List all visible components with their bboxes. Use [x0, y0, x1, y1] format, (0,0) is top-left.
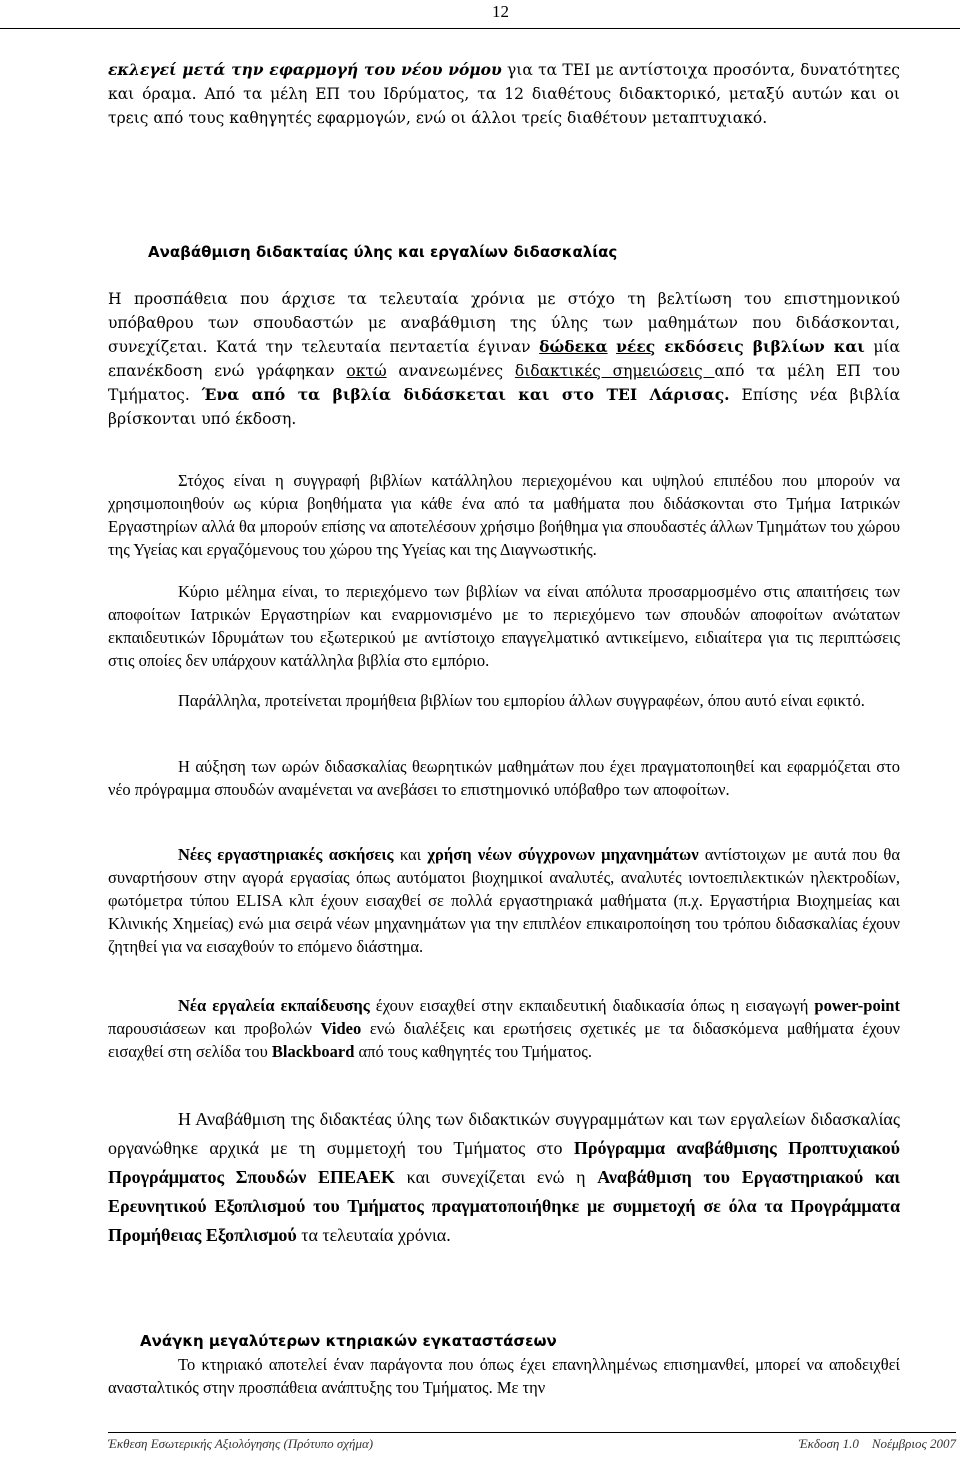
- paragraph-teaching-hours: Η αύξηση των ωρών διδασκαλίας θεωρητικών μαθημάτων που έχει πραγματοποιηθεί και εφαρμόζεται στο νέο πρόγραμμα σπουδών αναμένεται να ανεβάσει το επιστημονικό υπόβαθρο των αποφοίτων.: [108, 757, 900, 799]
- section-heading-building: Ανάγκη μεγαλύτερων κτηριακών εγκαταστάσεων: [140, 1332, 557, 1350]
- paragraph-new-tools: Νέα εργαλεία εκπαίδευσης έχουν εισαχθεί στην εκπαιδευτική διαδικασία όπως η εισαγωγή power-point παρουσιάσεων και προβολών Video ενώ διαλέξεις και ερωτήσεις σχετικές με τα διδασκόμενα μαθήματα έχουν εισαχθεί στη σελίδα του Blackboard από τους καθηγητές του Τμήματος.: [108, 996, 900, 1061]
- section-heading-materials: Αναβάθμιση διδακταίας ύλης και εργαλίων διδασκαλίας: [148, 243, 618, 261]
- footer-divider: [108, 1432, 956, 1433]
- paragraph-main-concern: Κύριο μέλημα είναι, το περιεχόμενο των βιβλίων να είναι απόλυτα προσαρμοσμένο στις απαιτήσεις των αποφοίτων Ιατρικών Εργαστηρίων και εναρμονισμένο με το περιεχόμενο των σπουδών αποφοίτων ανώτατων εκπαιδευτικών Ιδρυμάτων του εξωτερικού με αντίστοιχο επαγγελματικό αντικείμενο, ειδιαίτερα για τις περιπτώσεις στις οποίες δεν υπάρχουν κατάλληλα βιβλία στο εμπόριο.: [108, 582, 900, 670]
- footer-version-date: Έκδοση 1.0 Νοέμβριος 2007: [798, 1436, 956, 1451]
- page-number: 12: [492, 2, 509, 21]
- paragraph-faculty-qualifications: εκλεγεί μετά την εφαρμογή του νέου νόμου για τα ΤΕΙ με αντίστοιχα προσόντα, δυνατότητες και όραμα. Από τα μέλη ΕΠ του Ιδρύματος, τα 12 διαθέτους διδακτορικό, μεταξύ αυτών και οι τρεις από τους καθηγητές εφαρμογών, ενώ οι άλλοι τρείς διαθέτουν μεταπτυχιακό.: [108, 60, 900, 127]
- paragraph-upgrade-program: Η Αναβάθμιση της διδακτέας ύλης των διδακτικών συγγραμμάτων και των εργαλείων διδασκαλίας οργανώθηκε αρχικά με τη συμμετοχή του Τμήματος στο Πρόγραμμα αναβάθμισης Προπτυχιακού Προγράμματος Σπουδών ΕΠΕΑΕΚ και συνεχίζεται ενώ η Αναβάθμιση του Εργαστηριακού και Ερευνητικού Εξοπλισμού του Τμήματος πραγματοποιήθηκε με συμμετοχή σε όλα τα Προγράμματα Προμήθειας Εξοπλισμού τα τελευταία χρόνια.: [108, 1109, 901, 1245]
- paragraph-lab-exercises: Νέες εργαστηριακές ασκήσεις και χρήση νέων σύγχρονων μηχανημάτων αντίστοιχων με αυτά που θα συναρτήσουν στην αγορά εργασίας όπως αυτόματοι βιοχημικοί αναλυτές, αναλυτές ιοντοεπιλεκτικών ηλεκτροδίων, φωτόμετρα τύπου ELISA κλπ έχουν εισαχθεί σε πολλά εργαστηριακά μαθήματα (π.χ. Εργαστήρια Βιοχημείας και Κλινικής Χημείας) ενώ μια σειρά νέων μηχανημάτων για την επιπλέον επικαιροποίηση του τρόπου διδασκαλίας έχουν ζητηθεί για να εισαχθούν το επόμενο διάστημα.: [108, 845, 900, 956]
- paragraph-goal: Στόχος είναι η συγγραφή βιβλίων κατάλληλου περιεχομένου και υψηλού επιπέδου που μπορούν να χρησιμοποιηθούν ως κύρια βοηθήματα για κάθε ένα από τα μαθήματα που διδάσκονται στο Τμήμα Ιατρικών Εργαστηρίων αλλά θα μπορούν επίσης να αποτελέσουν χρήσιμο βοήθημα για σπουδαστές άλλων Τμημάτων του χώρου της Υγείας και εργαζόμενους του χώρου της Υγείας και της Διαγνωστικής.: [108, 471, 900, 559]
- header-divider: [0, 28, 960, 29]
- paragraph-parallel: Παράλληλα, προτείνεται προμήθεια βιβλίων του εμπορίου άλλων συγγραφέων, όπου αυτό είναι εφικτό.: [178, 691, 865, 710]
- footer-document-title: Έκθεση Εσωτερικής Αξιολόγησης (Πρότυπο σχήμα): [108, 1436, 374, 1451]
- paragraph-building: Το κτηριακό αποτελεί έναν παράγοντα που όπως έχει επανηλλημένως επισημανθεί, μπορεί να αποδειχθεί ανασταλτικός στην προσπάθεια ανάπτυξης του Τμήματος. Με την: [108, 1355, 900, 1397]
- paragraph-materials-upgrade: Η προσπάθεια που άρχισε τα τελευταία χρόνια με στόχο τη βελτίωση του επιστημονικού υπόβαθρου των σπουδαστών με αναβάθμιση της ύλης των μαθημάτων που διδάσκονται, συνεχίζεται. Κατά την τελευταία πενταετία έγιναν δώδεκα νέες εκδόσεις βιβλίων και μία επανέκδοση ενώ γράφηκαν οκτώ ανανεωμένες διδακτικές σημειώσεις από τα μέλη ΕΠ του Τμήματος. Ένα από τα βιβλία διδάσκεται και στο ΤΕΙ Λάρισας. Επίσης νέα βιβλία βρίσκονται υπό έκδοση.: [108, 290, 900, 428]
